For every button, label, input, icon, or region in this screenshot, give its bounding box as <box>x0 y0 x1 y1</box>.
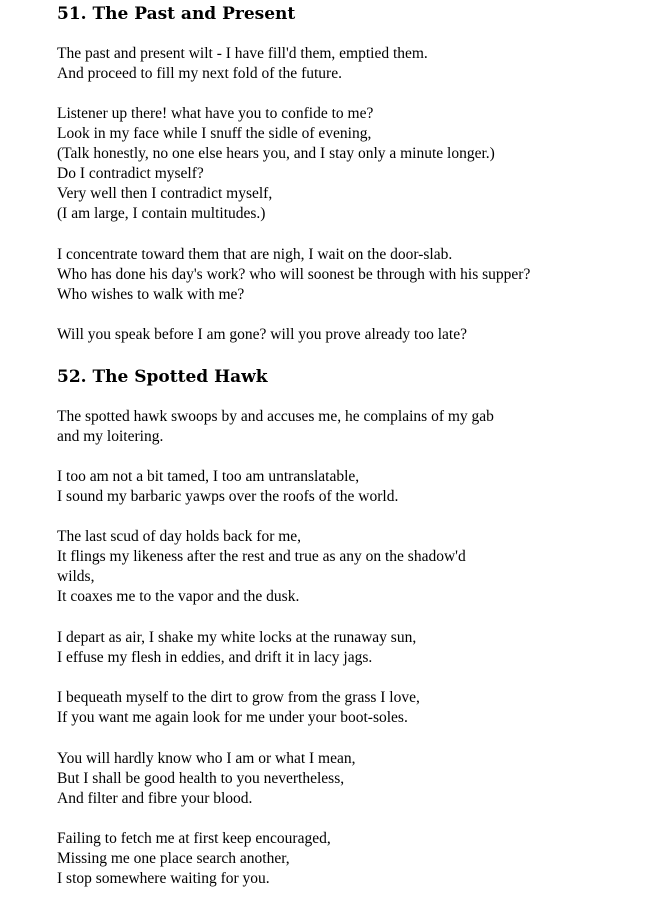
poem-line: I depart as air, I shake my white locks at the runaway sun, <box>57 629 417 646</box>
stanza <box>57 749 355 809</box>
stanza <box>57 527 466 607</box>
poem-line: Listener up there! what have you to confide to me? <box>57 105 374 122</box>
poem-line: I sound my barbaric yawps over the roofs of the world. <box>57 488 399 505</box>
poem-line: Failing to fetch me at first keep encouraged, <box>57 830 331 847</box>
poem-line: The spotted hawk swoops by and accuses me, he complains of my gab <box>57 408 494 425</box>
poem-line: The last scud of day holds back for me, <box>57 528 302 545</box>
poem-line: (Talk honestly, no one else hears you, and I stay only a minute longer.) <box>57 145 495 162</box>
section-heading-52: 52. The Spotted Hawk <box>57 367 268 387</box>
stanza <box>57 829 331 889</box>
poem-line: Do I contradict myself? <box>57 165 204 182</box>
poem-line: And proceed to fill my next fold of the future. <box>57 65 342 82</box>
poem-line: Who wishes to walk with me? <box>57 286 245 303</box>
stanza <box>57 245 530 305</box>
stanza <box>57 467 398 507</box>
poem-line: wilds, <box>57 568 95 585</box>
poem-line: I concentrate toward them that are nigh, I wait on the door-slab. <box>57 246 453 263</box>
stanza <box>57 628 416 668</box>
poem-line: and my loitering. <box>57 428 164 445</box>
section-heading-51: 51. The Past and Present <box>57 4 296 24</box>
poem-line: You will hardly know who I am or what I mean, <box>57 750 356 767</box>
stanza <box>57 407 494 447</box>
poem-line: If you want me again look for me under your boot-soles. <box>57 709 408 726</box>
poem-line: I too am not a bit tamed, I too am untranslatable, <box>57 468 360 485</box>
stanza <box>57 325 467 345</box>
poem-line: It coaxes me to the vapor and the dusk. <box>57 588 300 605</box>
poem-line: Who has done his day's work? who will soonest be through with his supper? <box>57 266 531 283</box>
poem-line: Very well then I contradict myself, <box>57 185 273 202</box>
poem-line: Look in my face while I snuff the sidle of evening, <box>57 125 372 142</box>
stanza <box>57 104 495 224</box>
poem-line: I stop somewhere waiting for you. <box>57 870 270 887</box>
poem-line: And filter and fibre your blood. <box>57 790 253 807</box>
poem-line: Missing me one place search another, <box>57 850 290 867</box>
poem-line: I effuse my flesh in eddies, and drift it in lacy jags. <box>57 649 373 666</box>
poem-line: (I am large, I contain multitudes.) <box>57 205 266 222</box>
stanza <box>57 44 428 84</box>
stanza <box>57 688 420 728</box>
poem-line: Will you speak before I am gone? will you prove already too late? <box>57 326 467 343</box>
poem-line: I bequeath myself to the dirt to grow from the grass I love, <box>57 689 420 706</box>
poem-line: It flings my likeness after the rest and true as any on the shadow'd <box>57 548 466 565</box>
poem-line: But I shall be good health to you nevertheless, <box>57 770 345 787</box>
poem-line: The past and present wilt - I have fill'd them, emptied them. <box>57 45 428 62</box>
